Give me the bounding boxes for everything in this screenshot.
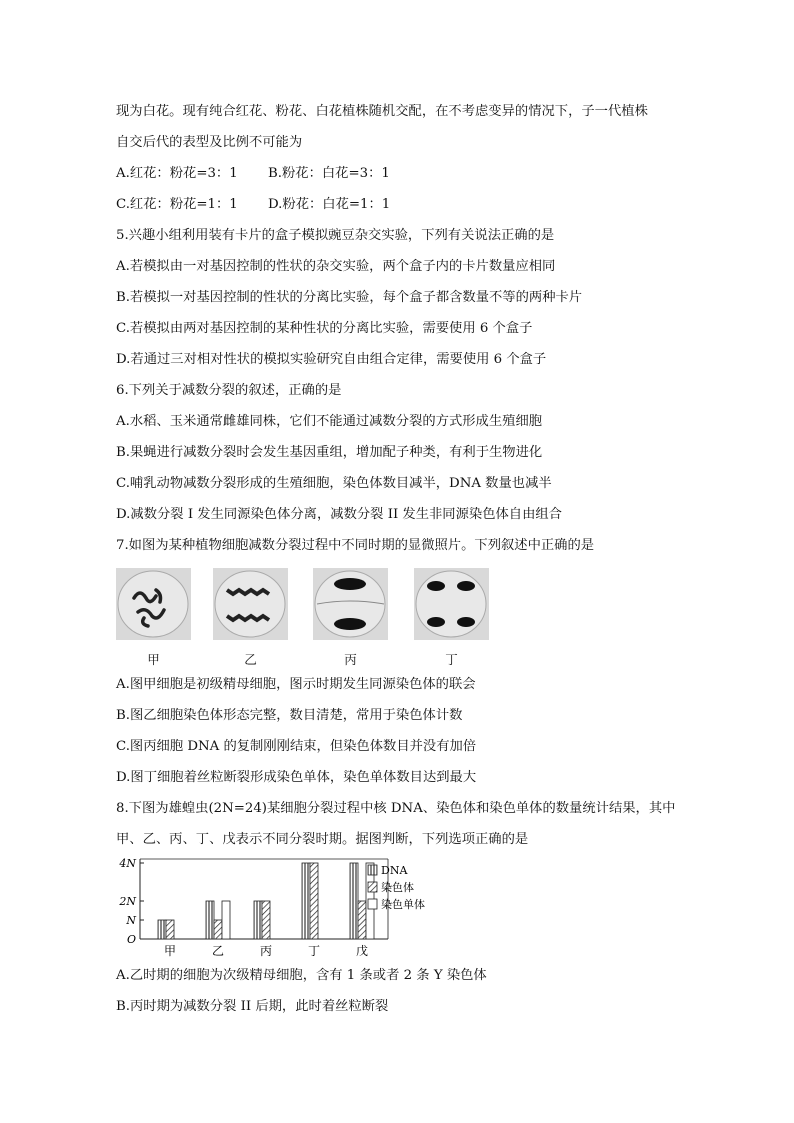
legend-swatch (368, 899, 377, 909)
option-d: D.粉花：白花=1：1 (268, 197, 391, 212)
option-d: D.若通过三对相对性状的模拟实验研究自由组合定律，需要使用 6 个盒子 (116, 352, 547, 367)
option-a: A.图甲细胞是初级精母细胞，图示时期发生同源染色体的联会 (116, 677, 476, 692)
legend-swatch (368, 865, 377, 875)
bar-chromosome (262, 901, 270, 939)
legend-label: 染色体 (381, 881, 414, 894)
text-line: 自交后代的表型及比例不可能为 (116, 135, 303, 150)
photo-label: 甲 (147, 652, 160, 667)
option-b: B.若模拟一对基因控制的性状的分离比实验，每个盒子都含数量不等的两种卡片 (116, 290, 583, 305)
question-8-cont: 甲、乙、丙、丁、戊表示不同分裂时期。据图判断，下列选项正确的是 (116, 832, 529, 847)
option-b: B.果蝇进行减数分裂时会发生基因重组，增加配子种类，有利于生物进化 (116, 445, 543, 460)
photo-label: 丙 (344, 652, 357, 667)
bar-chromosome (358, 901, 366, 939)
option-a: A.乙时期的细胞为次级精母细胞，含有 1 条或者 2 条 Y 染色体 (116, 968, 487, 983)
option-d: D.减数分裂 I 发生同源染色体分离，减数分裂 II 发生非同源染色体自由组合 (116, 507, 562, 522)
x-tick-label: 丙 (259, 944, 273, 958)
option-a: A.若模拟由一对基因控制的性状的杂交实验，两个盒子内的卡片数量应相同 (116, 259, 556, 274)
legend-swatch (368, 882, 377, 892)
micrograph-ding (414, 568, 489, 640)
option-c: C.图丙细胞 DNA 的复制刚刚结束，但染色体数目并没有加倍 (116, 739, 477, 754)
x-tick-label: 丁 (307, 944, 321, 958)
option-c: C.哺乳动物减数分裂形成的生殖细胞，染色体数目减半，DNA 数量也减半 (116, 476, 552, 491)
option-a: A.水稻、玉米通常雌雄同株，它们不能通过减数分裂的方式形成生殖细胞 (116, 414, 543, 429)
y-tick-label: N (126, 914, 136, 927)
legend-label: DNA (381, 864, 408, 877)
question-7: 7.如图为某种植物细胞减数分裂过程中不同时期的显微照片。下列叙述中正确的是 (116, 538, 595, 553)
y-tick-label: 4N (119, 857, 136, 870)
micrograph-yi (213, 568, 288, 640)
bar-chromosome (310, 863, 318, 939)
bar-dna (158, 920, 166, 939)
option-c: C.若模拟由两对基因控制的某种性状的分离比实验，需要使用 6 个盒子 (116, 321, 533, 336)
x-tick-label: 戊 (355, 944, 369, 958)
bar-chromatid (222, 901, 230, 939)
bar-chromosome (166, 920, 174, 939)
question-8: 8.下图为雄蝗虫(2N=24)某细胞分裂过程中核 DNA、染色体和染色单体的数量统计结果，其中 (116, 801, 676, 816)
option-a: A.红花：粉花=3：1 (116, 166, 238, 181)
bar-chart (118, 855, 458, 961)
micrograph-jia (116, 568, 191, 640)
photo-label: 丁 (445, 652, 458, 667)
bar-dna (350, 863, 358, 939)
bar-dna (206, 901, 214, 939)
question-5: 5.兴趣小组利用装有卡片的盒子模拟豌豆杂交实验，下列有关说法正确的是 (116, 228, 555, 243)
legend-label: 染色单体 (381, 898, 425, 911)
micrograph-bing (313, 568, 388, 640)
question-6: 6.下列关于减数分裂的叙述，正确的是 (116, 383, 342, 398)
y-tick-label: O (126, 933, 136, 946)
photo-label: 乙 (244, 652, 257, 667)
option-b: B.图乙细胞染色体形态完整，数目清楚，常用于染色体计数 (116, 708, 463, 723)
option-d: D.图丁细胞着丝粒断裂形成染色单体，染色单体数目达到最大 (116, 770, 477, 785)
option-b: B.丙时期为减数分裂 II 后期，此时着丝粒断裂 (116, 999, 389, 1014)
x-tick-label: 乙 (211, 944, 225, 958)
option-c: C.红花：粉花=1：1 (116, 197, 238, 212)
y-tick-label: 2N (119, 895, 136, 908)
x-tick-label: 甲 (163, 944, 177, 958)
text-line: 现为白花。现有纯合红花、粉花、白花植株随机交配，在不考虑变异的情况下，子一代植株 (116, 104, 648, 119)
bar-chromosome (214, 920, 222, 939)
bar-dna (302, 863, 310, 939)
bar-dna (254, 901, 262, 939)
option-b: B.粉花：白花=3：1 (268, 166, 390, 181)
